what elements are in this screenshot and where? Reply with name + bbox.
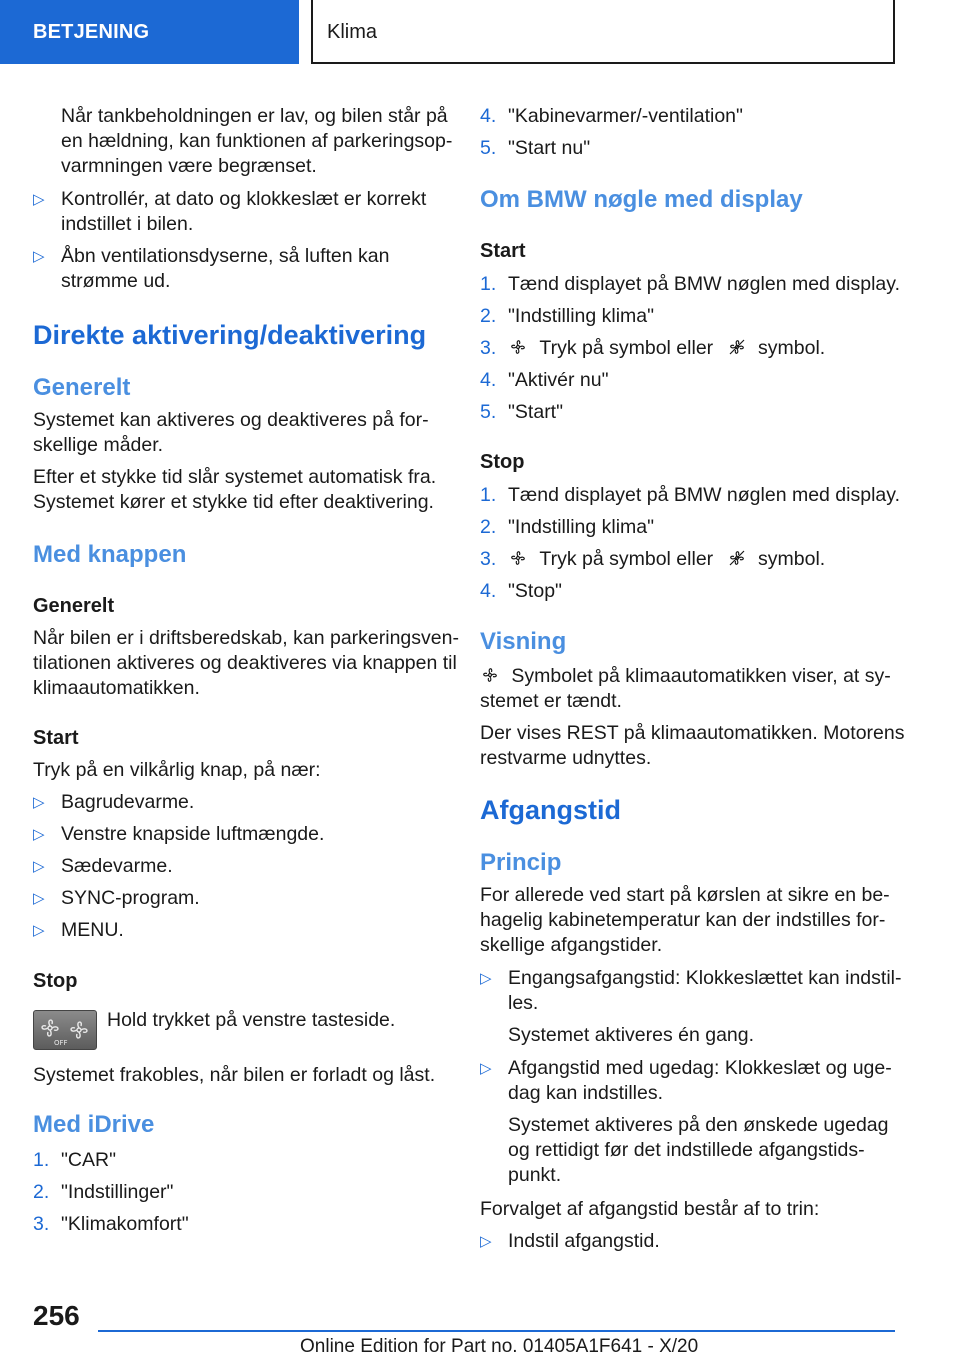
list-number: 4. (480, 580, 497, 602)
svg-text:OFF: OFF (54, 1039, 68, 1047)
step-item: "Indstilling klima" (508, 305, 655, 327)
list-number: 3. (480, 548, 497, 570)
list-item: Bagrudevarme. (61, 791, 195, 813)
subheading: Princip (480, 849, 562, 876)
stop-instruction: Hold trykket på venstre tasteside. (107, 1009, 396, 1031)
step-item: "Stop" (508, 580, 562, 602)
step-text: Tryk på symbol eller (539, 548, 714, 570)
triangle-bullet-icon: ▷ (480, 1060, 492, 1077)
section-heading: Direkte aktivering/deaktivering (33, 320, 427, 350)
list-item-line: dag kan indstilles. (508, 1082, 664, 1104)
triangle-bullet-icon: ▷ (33, 922, 45, 939)
list-number: 5. (480, 401, 497, 423)
paragraph-line: stemet er tændt. (480, 690, 622, 712)
list-item: Engangsafgangstid: Klokkeslættet kan indstil- (508, 967, 902, 989)
triangle-bullet-icon: ▷ (480, 970, 492, 987)
paragraph-line: Systemet kører et stykke tid efter deaktivering. (33, 491, 434, 513)
list-item-note: Systemet aktiveres på den ønskede ugedag (508, 1114, 889, 1136)
minor-heading: Start (480, 240, 526, 262)
subheading: Med iDrive (33, 1111, 155, 1138)
subheading: Med knappen (33, 541, 187, 568)
list-number: 2. (33, 1181, 50, 1203)
paragraph-line: Systemet frakobles, når bilen er forladt og låst. (33, 1064, 436, 1086)
paragraph-line: en hældning, kan funktionen af parkeringsop- (61, 130, 453, 152)
list-number: 2. (480, 516, 497, 538)
paragraph-text: Symbolet på klimaautomatikken viser, at sy- (511, 665, 891, 687)
paragraph-line: Når bilen er i driftsberedskab, kan parkeringsven- (33, 627, 459, 649)
triangle-bullet-icon: ▷ (33, 794, 45, 811)
list-item-line: strømme ud. (61, 270, 171, 292)
menu-path-item: "Indstillinger" (61, 1181, 174, 1203)
minor-heading: Stop (480, 451, 525, 473)
list-number: 1. (480, 273, 497, 295)
list-number: 3. (33, 1213, 50, 1235)
paragraph-line: Der vises REST på klimaautomatikken. Motorens (480, 722, 905, 744)
triangle-bullet-icon: ▷ (33, 826, 45, 843)
list-item: SYNC-program. (61, 887, 200, 909)
step-text: symbol. (758, 337, 826, 359)
minor-heading: Generelt (33, 595, 115, 617)
step-item-symbol (508, 336, 825, 361)
list-number: 1. (33, 1149, 50, 1171)
list-item: Venstre knapside luftmængde. (61, 823, 325, 845)
triangle-bullet-icon: ▷ (480, 1233, 492, 1250)
page-number: 256 (33, 1300, 80, 1331)
list-item-note: og rettidigt før det indstillede afgangstids- (508, 1139, 865, 1161)
step-item: "Aktivér nu" (508, 369, 609, 391)
list-item-note: Systemet aktiveres én gang. (508, 1024, 755, 1046)
list-item-note: punkt. (508, 1164, 562, 1186)
menu-path-item: "CAR" (61, 1149, 117, 1171)
step-text: symbol. (758, 548, 826, 570)
step-item: Tænd displayet på BMW nøglen med display. (508, 273, 900, 295)
paragraph-line: hagelig kabinetemperatur kan der indstilles for- (480, 909, 886, 931)
list-number: 5. (480, 137, 497, 159)
list-number: 4. (480, 369, 497, 391)
section-heading: Afgangstid (480, 795, 621, 825)
list-number: 2. (480, 305, 497, 327)
menu-path-item: "Klimakomfort" (61, 1213, 189, 1235)
paragraph-line: Systemet kan aktiveres og deaktiveres på for- (33, 409, 429, 431)
fan-icon (480, 665, 500, 685)
minor-heading: Start (33, 727, 79, 749)
paragraph-line (480, 664, 891, 689)
minor-heading: Stop (33, 970, 78, 992)
triangle-bullet-icon: ▷ (33, 191, 45, 208)
paragraph-line: Tryk på en vilkårlig knap, på nær: (33, 759, 321, 781)
paragraph-line: skellige måder. (33, 434, 164, 456)
subheading: Visning (480, 628, 567, 655)
fan-icon (508, 548, 528, 568)
triangle-bullet-icon: ▷ (33, 890, 45, 907)
list-item: Afgangstid med ugedag: Klokkeslæt og uge- (508, 1057, 892, 1079)
paragraph-line: Efter et stykke tid slår systemet automatisk fra. (33, 466, 437, 488)
list-item: Indstil afgangstid. (508, 1230, 660, 1252)
footer-divider (98, 1330, 895, 1332)
fan-off-icon (727, 548, 747, 568)
step-item: "Start" (508, 401, 564, 423)
subheading: Generelt (33, 374, 131, 401)
edition-text: Online Edition for Part no. 01405A1F641 - X/20 (300, 1336, 699, 1357)
fan-off-icon (727, 337, 747, 357)
triangle-bullet-icon: ▷ (33, 248, 45, 265)
step-item: Tænd displayet på BMW nøglen med display. (508, 484, 900, 506)
menu-path-item: "Kabinevarmer/-ventilation" (508, 105, 743, 127)
list-number: 1. (480, 484, 497, 506)
paragraph-line: restvarme udnyttes. (480, 747, 652, 769)
paragraph-line: skellige afgangstider. (480, 934, 663, 956)
paragraph-line: klimaautomatikken. (33, 677, 200, 699)
paragraph-line: Forvalget af afgangstid består af to trin: (480, 1198, 820, 1220)
triangle-bullet-icon: ▷ (33, 858, 45, 875)
header-chapter: Klima (311, 0, 895, 64)
step-item-symbol (508, 547, 825, 572)
paragraph-line: For allerede ved start på kørslen at sikre en be- (480, 884, 890, 906)
fan-icon (508, 337, 528, 357)
subheading: Om BMW nøgle med display (480, 186, 803, 213)
list-item: Åbn ventilationsdyserne, så luften kan (61, 245, 390, 267)
list-item-line: indstillet i bilen. (61, 213, 194, 235)
step-text: Tryk på symbol eller (539, 337, 714, 359)
list-number: 3. (480, 337, 497, 359)
paragraph-line: tilationen aktiveres og deaktiveres via knappen til (33, 652, 457, 674)
paragraph-line: varmningen være begrænset. (61, 155, 317, 177)
list-item: Sædevarme. (61, 855, 173, 877)
header-section: BETJENING (0, 0, 299, 64)
list-item: MENU. (61, 919, 124, 941)
list-item: Kontrollér, at dato og klokkeslæt er korrekt (61, 188, 427, 210)
list-number: 4. (480, 105, 497, 127)
step-item: "Indstilling klima" (508, 516, 655, 538)
list-item-line: les. (508, 992, 539, 1014)
menu-path-item: "Start nu" (508, 137, 591, 159)
paragraph-line: Når tankbeholdningen er lav, og bilen står på (61, 105, 448, 127)
fan-off-button-icon (33, 1010, 97, 1050)
